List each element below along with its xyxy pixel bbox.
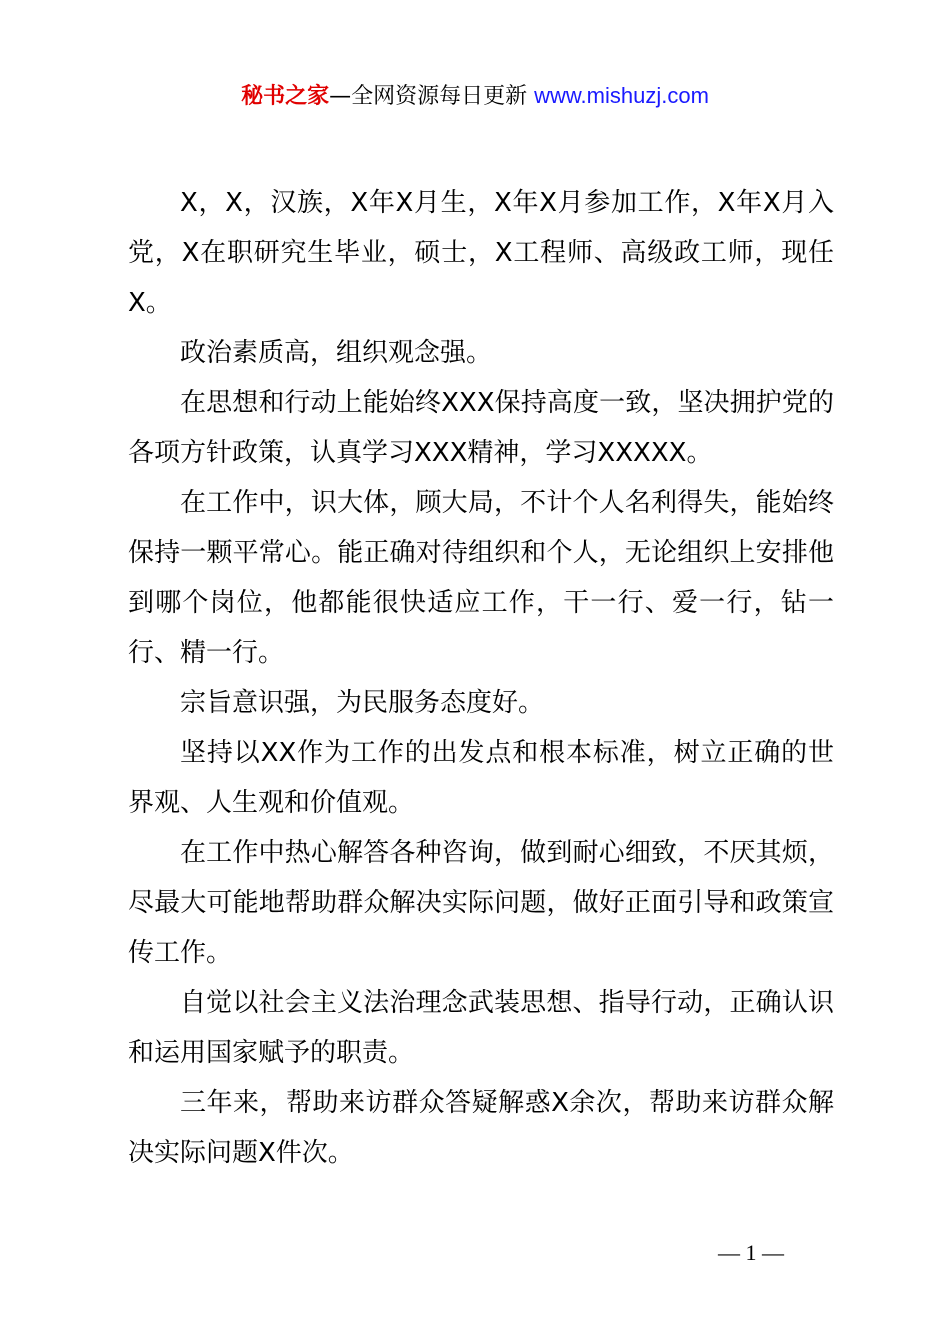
paragraph-7: 在工作中热心解答各种咨询，做到耐心细致，不厌其烦，尽最大可能地帮助群众解决实际问题，做好正面引导和政策宣传工作。	[128, 838, 834, 968]
paragraph-5: 宗旨意识强，为民服务态度好。	[180, 688, 545, 718]
document-body	[128, 178, 834, 1178]
header-tagline: —全网资源每日更新	[329, 84, 535, 109]
paragraph-4: 在工作中，识大体，顾大局，不计个人名利得失，能始终保持一颗平常心。能正确对待组织和个人，无论组织上安排他到哪个岗位，他都能很快适应工作，干一行、爱一行，钻一行、精一行。	[128, 488, 834, 668]
page-number: — 1 —	[718, 1240, 784, 1265]
brand-name: 秘书之家	[241, 84, 330, 109]
page-header	[0, 80, 950, 113]
paragraph-1: X，X，汉族，X年X月生，X年X月参加工作，X年X月入党，X在职研究生毕业，硕士，X工程师、高级政工师，现任X。	[128, 188, 834, 318]
paragraph-9: 三年来，帮助来访群众答疑解惑X余次，帮助来访群众解决实际问题X件次。	[128, 1088, 834, 1168]
paragraph-3: 在思想和行动上能始终XXX保持高度一致，坚决拥护党的各项方针政策，认真学习XXX精神，学习XXXXX。	[128, 388, 834, 468]
paragraph-6: 坚持以XX作为工作的出发点和根本标准，树立正确的世界观、人生观和价值观。	[128, 738, 834, 818]
header-url-link[interactable]: www.mishuzj.com	[534, 83, 709, 108]
paragraph-8: 自觉以社会主义法治理念武装思想、指导行动，正确认识和运用国家赋予的职责。	[128, 988, 834, 1068]
paragraph-2: 政治素质高，组织观念强。	[180, 338, 493, 368]
